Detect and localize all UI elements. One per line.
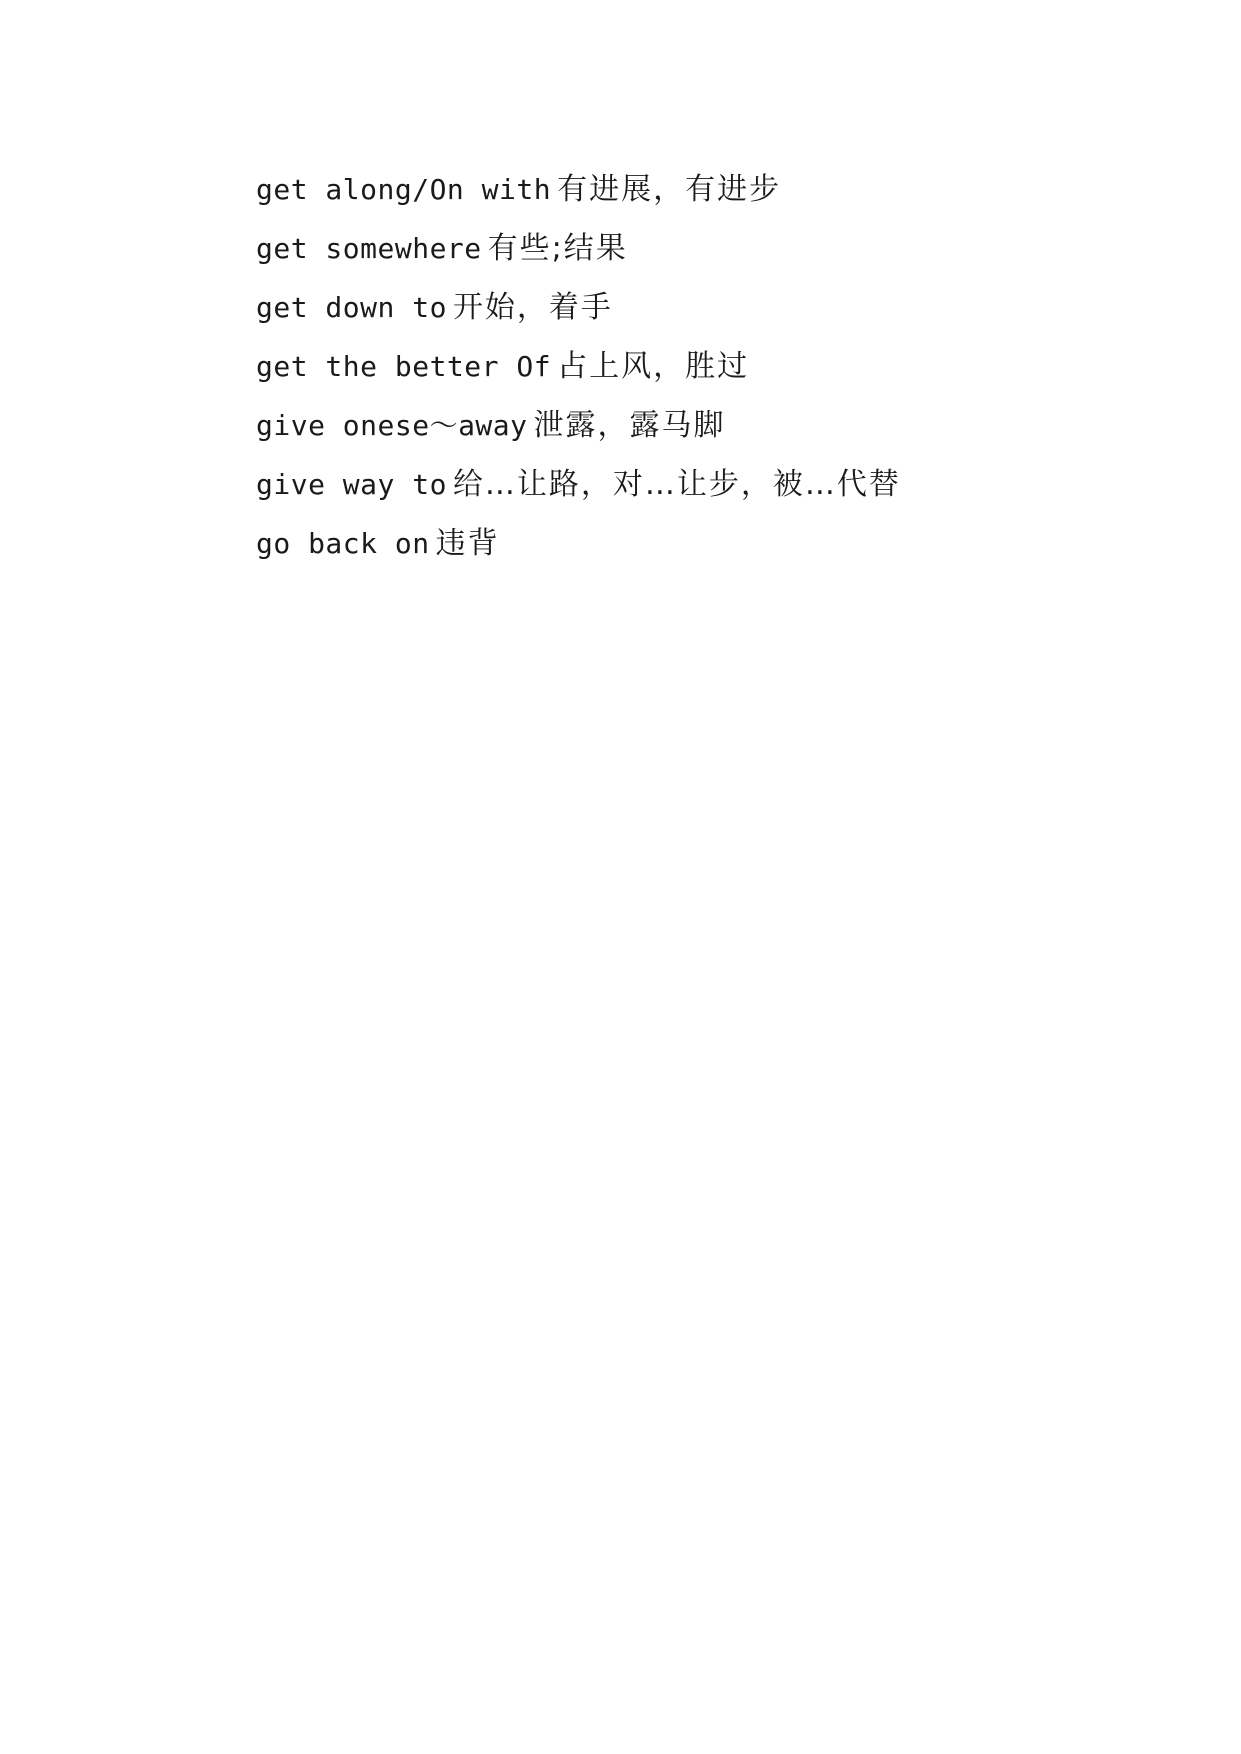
phrase-text: get the better Of [256,350,552,383]
phrase-meaning: 泄露，露马脚 [533,408,726,443]
phrase-text: get somewhere [256,232,482,265]
phrase-entry [256,455,901,514]
phrase-text: give way to [256,468,447,501]
phrase-entry [256,514,901,573]
phrase-entry [256,219,901,278]
phrase-entry [256,160,901,219]
phrase-entry [256,278,901,337]
phrase-meaning: 开始，着手 [452,290,613,325]
phrase-entry [256,396,901,455]
phrase-meaning: 占上风，胜过 [557,349,750,384]
phrase-text: give onese～away [256,409,528,442]
phrase-list [256,160,901,573]
phrase-meaning: 违背 [435,526,500,561]
phrase-text: get along/On with [256,173,552,206]
phrase-meaning: 有些;结果 [487,231,628,266]
phrase-meaning: 有进展，有进步 [557,172,782,207]
phrase-text: get down to [256,291,447,324]
phrase-text: go back on [256,527,430,560]
phrase-meaning: 给…让路，对…让步，被…代替 [452,467,901,502]
phrase-entry [256,337,901,396]
